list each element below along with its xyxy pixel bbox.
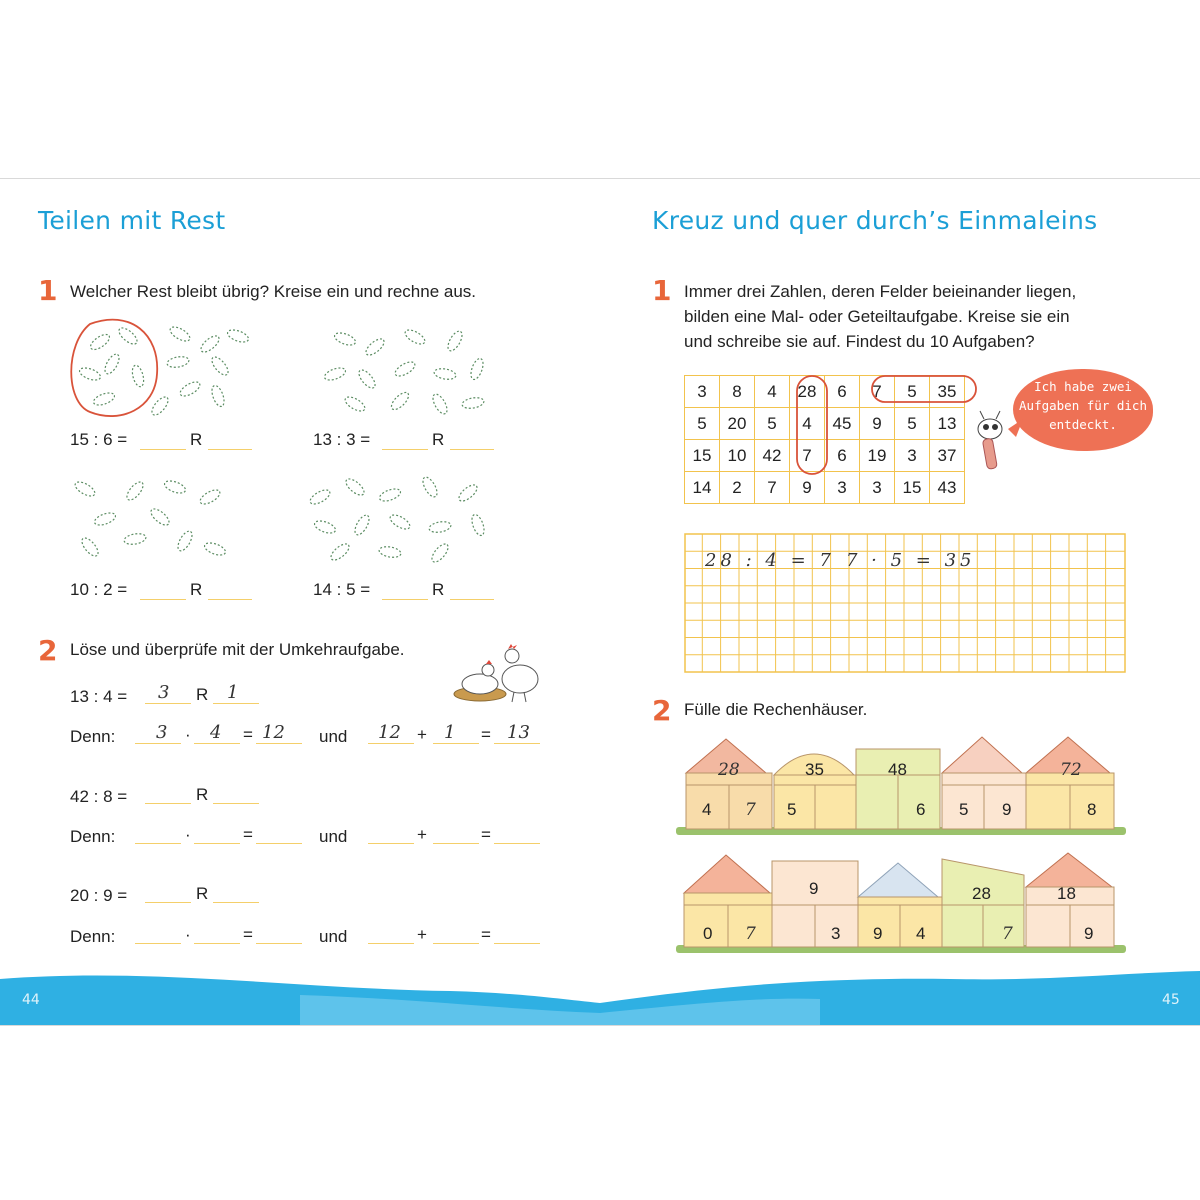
house-cell: 7	[1002, 924, 1013, 944]
answer-line[interactable]	[194, 843, 240, 844]
grid-cell[interactable]: 2	[720, 472, 755, 504]
rest-label: R	[196, 884, 209, 903]
house-cell: 9	[873, 924, 883, 943]
right-page-title: Kreuz und quer durch’s Einmaleins	[652, 206, 1098, 235]
task2-number: 2	[652, 694, 672, 727]
grid-cell[interactable]: 9	[860, 408, 895, 440]
house-cell: 8	[1087, 800, 1097, 819]
grid-cell[interactable]: 5	[755, 408, 790, 440]
bug-mascot-icon	[968, 409, 1028, 479]
equals-sign: =	[243, 825, 253, 844]
house-roof: 18	[1057, 884, 1076, 903]
grid-cell[interactable]: 7	[755, 472, 790, 504]
handwritten-value: 13	[507, 722, 530, 743]
grid-cell[interactable]: 19	[860, 440, 895, 472]
feathers-group-4	[300, 467, 500, 567]
equals-sign: =	[481, 925, 491, 944]
house-roof: 28	[972, 884, 991, 903]
answer-line[interactable]	[368, 743, 414, 744]
grid-cell[interactable]: 20	[720, 408, 755, 440]
und-label: und	[319, 827, 348, 846]
house-cell: 7	[745, 800, 756, 820]
grid-cell[interactable]: 35	[930, 376, 965, 408]
grid-cell[interactable]: 45	[825, 408, 860, 440]
house-row-2	[676, 849, 1126, 959]
bottom-wave-band	[0, 969, 1200, 1025]
answer-line[interactable]	[433, 743, 479, 744]
grid-cell[interactable]: 7	[860, 376, 895, 408]
house-roof: 72	[1060, 760, 1082, 780]
answer-line[interactable]	[256, 743, 302, 744]
house-cell: 4	[916, 924, 926, 943]
equals-sign: =	[481, 825, 491, 844]
equation-42-8: 42 : 8 =	[70, 787, 128, 806]
bubble-line: Ich habe zwei	[1034, 379, 1132, 394]
mul-sign: ·	[185, 925, 191, 944]
house-cell: 9	[1002, 800, 1012, 819]
grid-cell[interactable]: 4	[755, 376, 790, 408]
rest-line[interactable]	[450, 449, 494, 450]
rest-line[interactable]	[213, 703, 259, 704]
answer-line[interactable]	[368, 943, 414, 944]
grid-cell[interactable]: 15	[895, 472, 930, 504]
grid-cell[interactable]: 6	[825, 376, 860, 408]
answer-line[interactable]	[135, 943, 181, 944]
house-cell: 0	[703, 924, 713, 943]
house-cell: 7	[745, 924, 756, 944]
equation-10-2: 10 : 2 =	[70, 580, 128, 599]
instruction-line: Immer drei Zahlen, deren Felder beieinander liegen,	[684, 282, 1077, 301]
house-row-1	[676, 735, 1126, 840]
grid-cell[interactable]: 3	[685, 376, 720, 408]
plus-sign: +	[417, 725, 427, 744]
grid-cell[interactable]: 14	[685, 472, 720, 504]
equals-sign: =	[243, 925, 253, 944]
page-number-right: 45	[1162, 992, 1180, 1008]
answer-line[interactable]	[145, 803, 191, 804]
und-label: und	[319, 927, 348, 946]
plus-sign: +	[417, 825, 427, 844]
grid-cell[interactable]: 4	[790, 408, 825, 440]
grid-cell[interactable]: 13	[930, 408, 965, 440]
denn-label: Denn:	[70, 927, 116, 946]
grid-cell[interactable]: 3	[895, 440, 930, 472]
grid-cell[interactable]: 7	[790, 440, 825, 472]
rest-line[interactable]	[208, 599, 252, 600]
answer-line[interactable]	[494, 843, 540, 844]
grid-cell[interactable]: 8	[720, 376, 755, 408]
rest-label: R	[196, 685, 209, 704]
handwritten-value: 4	[210, 722, 222, 743]
rest-line[interactable]	[208, 449, 252, 450]
feathers-group-2	[305, 319, 505, 419]
house-cell: 3	[831, 924, 841, 943]
answer-line[interactable]	[433, 843, 479, 844]
task2-number: 2	[38, 634, 58, 667]
house-roof: 48	[888, 760, 907, 779]
task2-instruction: Löse und überprüfe mit der Umkehraufgabe.	[70, 640, 405, 659]
answer-line[interactable]	[494, 943, 540, 944]
handwritten-example-1: 28 : 4 = 7	[705, 550, 835, 571]
handwritten-value: 12	[262, 722, 285, 743]
house-roof: 35	[805, 760, 824, 779]
grid-cell[interactable]: 5	[685, 408, 720, 440]
page-number-left: 44	[22, 992, 40, 1008]
answer-line[interactable]	[256, 843, 302, 844]
house-cell: 5	[959, 800, 969, 819]
rest-line[interactable]	[450, 599, 494, 600]
house-cell: 6	[916, 800, 926, 819]
instruction-line: und schreibe sie auf. Findest du 10 Aufgaben?	[684, 332, 1035, 351]
handwritten-quotient: 3	[158, 682, 170, 703]
rest-label: R	[196, 785, 209, 804]
rest-line[interactable]	[213, 803, 259, 804]
house-cell: 4	[702, 800, 712, 819]
circled-groups	[790, 371, 990, 481]
handwritten-value: 1	[444, 722, 456, 743]
rest-label: R	[432, 430, 445, 449]
grid-cell[interactable]: 5	[895, 408, 930, 440]
grid-cell[interactable]: 28	[790, 376, 825, 408]
handwritten-value: 12	[378, 722, 401, 743]
house-cell: 5	[787, 800, 797, 819]
und-label: und	[319, 727, 348, 746]
grid-cell[interactable]: 5	[895, 376, 930, 408]
answer-line[interactable]	[433, 943, 479, 944]
handwritten-rest: 1	[227, 682, 239, 703]
grid-cell[interactable]: 6	[825, 440, 860, 472]
mul-sign: ·	[185, 725, 191, 744]
equation-13-3: 13 : 3 =	[313, 430, 371, 449]
equals-sign: =	[243, 725, 253, 744]
rest-label: R	[190, 580, 203, 599]
grid-cell[interactable]: 9	[790, 472, 825, 504]
grid-cell[interactable]: 10	[720, 440, 755, 472]
task2-instruction: Fülle die Rechenhäuser.	[684, 700, 868, 719]
feathers-group-3	[65, 469, 235, 569]
grid-cell[interactable]: 15	[685, 440, 720, 472]
chickens-illustration	[450, 634, 550, 704]
denn-label: Denn:	[70, 827, 116, 846]
plus-sign: +	[417, 925, 427, 944]
task1-number: 1	[38, 274, 58, 307]
task1-instruction: Welcher Rest bleibt übrig? Kreise ein und rechne aus.	[70, 282, 477, 301]
equation-15-6: 15 : 6 =	[70, 430, 128, 449]
feathers-group-1	[60, 314, 260, 424]
house-cell: 9	[1084, 924, 1094, 943]
answer-line[interactable]	[145, 703, 191, 704]
speech-bubble	[1013, 369, 1153, 451]
bubble-line: entdeckt.	[1049, 417, 1117, 432]
equation-13-4: 13 : 4 =	[70, 687, 128, 706]
house-roof: 9	[809, 879, 819, 898]
answer-line[interactable]	[194, 743, 240, 744]
answer-line[interactable]	[140, 599, 186, 600]
bubble-line: Aufgaben für dich	[1019, 398, 1147, 413]
answer-line[interactable]	[256, 943, 302, 944]
answer-line[interactable]	[135, 843, 181, 844]
task1-number: 1	[652, 274, 672, 307]
answer-line[interactable]	[194, 943, 240, 944]
grid-cell[interactable]: 37	[930, 440, 965, 472]
equals-sign: =	[481, 725, 491, 744]
rest-label: R	[190, 430, 203, 449]
answer-line[interactable]	[382, 599, 428, 600]
rest-label: R	[432, 580, 445, 599]
grid-cell[interactable]: 42	[755, 440, 790, 472]
equation-14-5: 14 : 5 =	[313, 580, 371, 599]
instruction-line: bilden eine Mal- oder Geteiltaufgabe. Kreise sie ein	[684, 307, 1070, 326]
task1-instruction	[684, 279, 1076, 354]
denn-label: Denn:	[70, 727, 116, 746]
answer-line[interactable]	[368, 843, 414, 844]
house-roof: 28	[718, 760, 740, 780]
grid-cell[interactable]: 3	[825, 472, 860, 504]
left-page-title: Teilen mit Rest	[38, 206, 226, 235]
answer-line[interactable]	[494, 743, 540, 744]
grid-cell[interactable]: 43	[930, 472, 965, 504]
book-spread	[0, 178, 1200, 1026]
mul-sign: ·	[185, 825, 191, 844]
handwritten-example-2: 7 · 5 = 35	[846, 550, 976, 571]
answer-line[interactable]	[140, 449, 186, 450]
grid-cell[interactable]: 3	[860, 472, 895, 504]
answer-line[interactable]	[145, 902, 191, 903]
handwritten-value: 3	[156, 722, 168, 743]
rest-line[interactable]	[213, 902, 259, 903]
answer-line[interactable]	[382, 449, 428, 450]
answer-line[interactable]	[135, 743, 181, 744]
equation-20-9: 20 : 9 =	[70, 886, 128, 905]
